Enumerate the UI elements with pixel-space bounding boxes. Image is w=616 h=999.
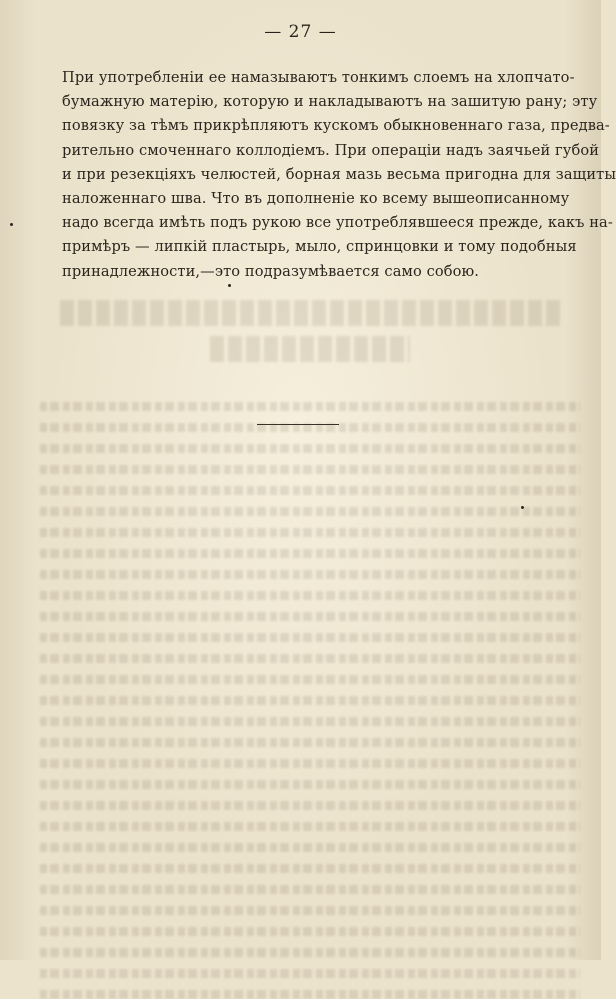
text-line: рительно смоченнаго коллодіемъ. При операціи надъ заячьей губой [62, 141, 600, 159]
reverse-side-bleed-through [40, 300, 580, 940]
text-line: повязку за тѣмъ прикрѣпляютъ кускомъ обыкновеннаго газа, предва- [62, 117, 610, 135]
text-line: наложеннаго шва. Что въ дополненіе ко всему вышеописанному [62, 190, 570, 208]
section-divider-rule [257, 424, 339, 425]
ink-speck [228, 284, 231, 287]
ink-speck [521, 506, 524, 509]
text-line: принадлежности,—это подразумѣвается само собою. [62, 262, 480, 280]
text-line: При употребленіи ее намазываютъ тонкимъ слоемъ на хлопчато- [62, 69, 575, 86]
text-line: бумажную матерію, которую и накладываютъ на зашитую рану; эту [62, 93, 598, 111]
page-number: — 27 — [264, 22, 337, 42]
body-paragraph [62, 66, 616, 284]
text-line: и при резекціяхъ челюстей, борная мазь весьма пригодна для защиты [62, 165, 616, 183]
text-line: примѣръ — липкій пластырь, мыло, спринцовки и тому подобныя [62, 238, 577, 256]
ink-speck [10, 223, 13, 226]
text-line: надо всегда имѣть подъ рукою все употреблявшееся прежде, какъ на- [62, 214, 613, 232]
